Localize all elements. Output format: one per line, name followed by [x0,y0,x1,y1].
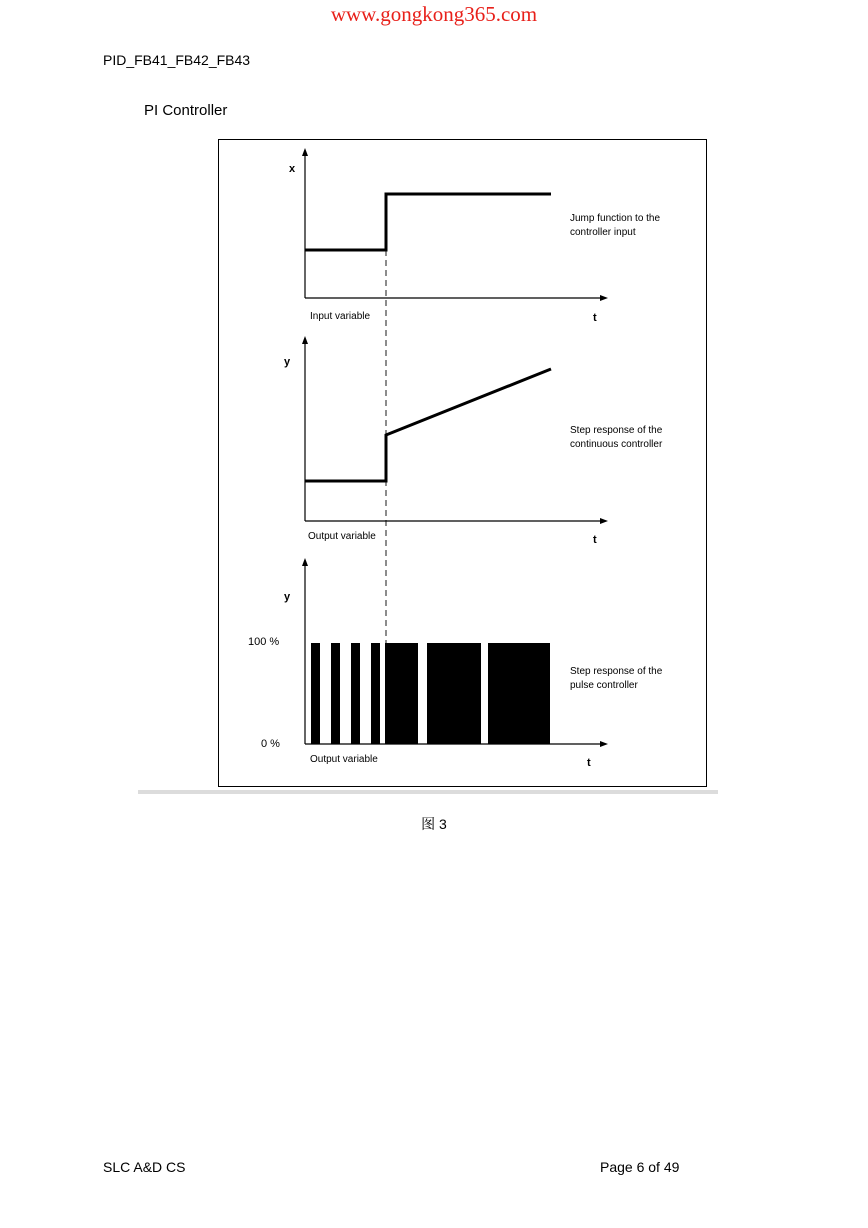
document-header: PID_FB41_FB42_FB43 [103,52,251,68]
panel2-t-label: t [593,534,597,546]
panel2-axis-y-label: y [284,356,291,368]
panel3-axis-y-label: y [284,591,291,603]
panel-pulse [248,562,663,769]
panel3-t-label: t [587,757,591,769]
pulse-bar [385,643,418,744]
panel1-desc-line2: controller input [570,227,636,238]
panel1-axis-x-label: x [289,163,296,175]
panel1-t-label: t [593,312,597,324]
footer-page-number: Page 6 of 49 [600,1159,680,1175]
panel1-caption: Input variable [310,311,371,322]
level-0-label: 0 % [261,738,280,750]
pulse-bar [351,643,360,744]
footer-left: SLC A&D CS [103,1159,186,1175]
watermark: www.gongkong365.com [330,2,538,26]
panel2-step-response [305,369,551,481]
panel3-desc-line2: pulse controller [570,680,638,691]
panel1-step-signal [305,194,551,250]
pulse-bar [488,643,550,744]
pulse-bar [371,643,380,744]
panel-continuous [284,340,663,546]
pulse-bar [427,643,481,744]
figure-caption: 图 3 [421,816,447,832]
panel1-desc-line1: Jump function to the [570,213,661,224]
panel-input [289,152,660,324]
panel3-caption: Output variable [310,754,378,765]
panel3-desc-line1: Step response of the [570,666,663,677]
pulse-bar [311,643,320,744]
panel2-desc-line2: continuous controller [570,439,663,450]
pulse-bar [331,643,340,744]
panel2-caption: Output variable [308,531,376,542]
section-title: PI Controller [144,102,228,119]
level-100-label: 100 % [248,636,280,648]
panel2-desc-line1: Step response of the [570,425,663,436]
pulse-train [311,643,550,744]
